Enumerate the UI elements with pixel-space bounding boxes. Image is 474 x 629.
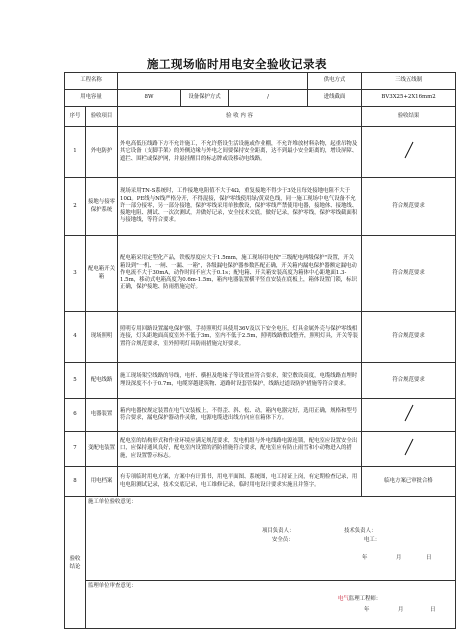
tech-lead-label: 技术负责人： — [344, 528, 377, 534]
row-content: 有专项临时用电方案，方案中有计算书，用电平面图、系统图，电工持证上岗，有定期检查记录，用电电阻测试记录，技术交底记录，电工维修记录，临时用电设计要求实施且并签字。 — [118, 467, 362, 497]
row-item: 配电线路 — [86, 363, 118, 399]
table-row — [65, 312, 456, 363]
supervision-date-day: 日 — [430, 607, 436, 613]
conclusion-row-supervision — [65, 581, 456, 629]
construction-opinion-cell — [86, 497, 456, 581]
protection-label: 设备保护方式 — [181, 90, 229, 107]
power-supply-value: 三线五线制 — [362, 73, 456, 90]
table-row — [65, 236, 456, 312]
table-row — [65, 467, 456, 497]
row-num: 3 — [65, 236, 86, 312]
slash-mark — [404, 438, 414, 456]
supervisor-signature — [338, 596, 381, 603]
supervisor-prefix: 电气 — [338, 596, 349, 602]
date-year: 年 — [362, 555, 368, 561]
protection-value: / — [229, 90, 308, 107]
table-row — [65, 432, 456, 467]
row-num: 7 — [65, 432, 86, 467]
project-lead-label: 项目负责人： — [262, 528, 295, 534]
row-result: 符合规范要求 — [362, 178, 456, 236]
row-result — [362, 399, 456, 432]
row-item: 电器装置 — [86, 399, 118, 432]
project-name-value — [118, 73, 308, 90]
safety-officer-label: 安全员： — [272, 537, 294, 543]
row-item: 现场照明 — [86, 312, 118, 363]
construction-opinion-label: 施工单位验收意见： — [88, 499, 137, 505]
header-row-capacity — [65, 90, 456, 107]
supervision-opinion-label: 监理单位审查意见： — [88, 583, 137, 589]
row-result — [362, 127, 456, 178]
date-day: 日 — [426, 555, 432, 561]
table-row — [65, 399, 456, 432]
row-num: 2 — [65, 178, 86, 236]
supervisor-label: 监理工程师： — [348, 596, 382, 602]
conclusion-label: 验收结论 — [65, 497, 86, 629]
cable-section-label: 进线截面 — [308, 90, 362, 107]
col-content: 验 收 内 容 — [118, 107, 362, 127]
row-content: 照明专用回路设置漏电保护器，手持照明灯具使用36V及以下安全电压，灯具金属外壳与保护零线相连接，灯头距地面高度室外不低于3m，室内不低于2.5m，照明线路敷设整齐，照明灯具，开关等装置符合规范要求，室外照明灯具防雨措施完好要求。 — [118, 312, 362, 363]
header-row-project — [65, 73, 456, 90]
capacity-value: 8W — [118, 90, 181, 107]
slash-mark — [404, 141, 414, 159]
row-content: 现场采用TN-S系统时，工作接地电阻值不大于4Ω，重复接地不得少于3处且每处接地电阻不大于10Ω。PE线与N线严格分开，不得混接，保护零线使用绿/黄双色线，同一施工现场中电气设备不允许一部分接零，另一部分接地，保护零线采用单独敷设，保护零线严禁使用电器，接地体、接地线、接地电阻、测试、一次次测试，并做好记录，安全技术交底，做好记录，保护零线，保护零线截面积与接地线，等符合要求。 — [118, 178, 362, 236]
date-month: 月 — [396, 555, 402, 561]
supervision-date-month: 月 — [398, 607, 404, 613]
project-name-label: 工程名称 — [65, 73, 118, 90]
row-content: 箱内电器按规定装置在电气安装板上，不得歪、斜、松、动，箱内电器完好，选用正确，规格和型号符合要求，漏电保护器动作灵敏，电源电缆进出线方向应在箱体下方。 — [118, 399, 362, 432]
row-num: 8 — [65, 467, 86, 497]
row-num: 6 — [65, 399, 86, 432]
col-item: 验收项目 — [86, 107, 118, 127]
row-result: 符合规范要求 — [362, 236, 456, 312]
table-row — [65, 127, 456, 178]
row-content: 配电室的结构形式和作业环境应满足规范要求，发电机组与外电线路电源连锁，配电室应设置安全出口，应保持通风良好，配电室内设置的消防措施符合要求，配电室应有防止雨雪和小动物进入的措施，应设置警示标志。 — [118, 432, 362, 467]
row-content: 施工现场架空线路的导线，电杆、横担及绝缘子等设置应符合要求，架空敷设高度，电缆线路直埋时埋设深度不小于0.7m，电缆穿越建筑物、道路时设套管保护，线路过道设防护措施等符合要求。 — [118, 363, 362, 399]
table-row — [65, 178, 456, 236]
row-item: 配电箱开关箱 — [86, 236, 118, 312]
form-title: 施工现场临时用电安全验收记录表 — [147, 57, 327, 71]
row-content: 外电高低压线路下方不允许施工，不允许搭设生活设施或作业棚，不允许堆放材料杂物，起重吊物及其它设备（支脚手架）的外侧边缘与外电之间要保持安全距离，达不到最小安全距离的，增设屏障、遮拦、围栏或保护网，并悬挂醒目的标志牌或设移动电线路。 — [118, 127, 362, 178]
row-result: 临电方案已审批合格 — [362, 467, 456, 497]
row-item: 接地与接零保护系统 — [86, 178, 118, 236]
supervision-opinion-cell — [86, 581, 456, 629]
supervision-date-year: 年 — [364, 607, 370, 613]
row-num: 4 — [65, 312, 86, 363]
row-num: 1 — [65, 127, 86, 178]
table-row — [65, 363, 456, 399]
row-result: 符合规范要求 — [362, 363, 456, 399]
row-content: 配电箱采用定型化产品，铁板厚度应大于1.5mm，施工现场用电按"三级配电两级保护"设置，开关箱设到"一机、一闸、一漏、一箱"，各级漏电保护器参数匹配正确，开关箱内漏电保护器额定漏电动作电流不大于30mA，动作时间不应大于0.1s；配电箱、开关箱安装高度为箱体中心距地面1.3-1.5m，移动式电箱高度为0.6m-1.5m，箱内电器装置横平竖直安装在底板上，箱体设置门锁，标识正确，保护接地、防雨措施完好。 — [118, 236, 362, 312]
row-result — [362, 432, 456, 467]
row-item: 外电防护 — [86, 127, 118, 178]
capacity-label: 用电容量 — [65, 90, 118, 107]
cable-section-value: BV3X25+2X16mm2 — [362, 90, 456, 107]
col-seq: 序号 — [65, 107, 86, 127]
acceptance-table — [64, 72, 456, 629]
row-item: 用电档案 — [86, 467, 118, 497]
row-num: 5 — [65, 363, 86, 399]
row-item: 变配电装置 — [86, 432, 118, 467]
slash-mark — [404, 404, 414, 422]
power-supply-label: 供电方式 — [308, 73, 362, 90]
conclusion-row-construction — [65, 497, 456, 581]
electrician-label: 电工： — [364, 537, 381, 543]
column-header-row — [65, 107, 456, 127]
row-result: 符合规范要求 — [362, 312, 456, 363]
col-result: 验收结果 — [362, 107, 456, 127]
